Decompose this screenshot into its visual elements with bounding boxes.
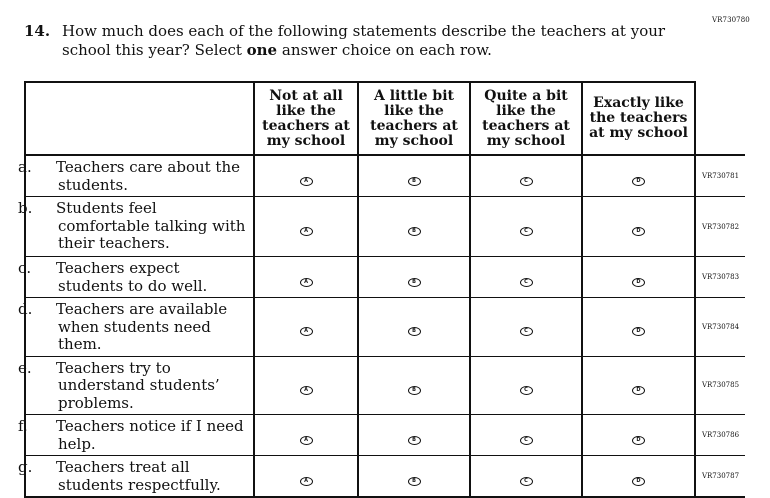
answer-bubble-b[interactable]: B	[408, 477, 421, 486]
answer-bubble-b[interactable]: B	[408, 386, 421, 395]
table-row	[25, 456, 745, 498]
option-cell	[254, 197, 358, 257]
answer-bubble-c[interactable]: C	[520, 386, 533, 395]
answer-bubble-a[interactable]: A	[300, 436, 313, 445]
response-grid	[18, 81, 745, 498]
option-cell	[470, 155, 582, 197]
statement-cell	[18, 257, 254, 298]
table-row	[25, 415, 745, 456]
statement-label: g.	[18, 458, 33, 476]
header-blank	[25, 82, 254, 155]
answer-bubble-c[interactable]: C	[520, 227, 533, 236]
table-row	[25, 155, 745, 197]
answer-bubble-a[interactable]: A	[300, 278, 313, 287]
answer-bubble-c[interactable]: C	[520, 327, 533, 336]
statement-label: d.	[18, 300, 33, 318]
option-cell	[582, 155, 695, 197]
row-code: VR730784	[695, 298, 745, 357]
table-row	[25, 197, 745, 257]
answer-bubble-c[interactable]: C	[520, 436, 533, 445]
question-text-bold: one	[246, 41, 278, 59]
option-cell	[582, 197, 695, 257]
answer-bubble-b[interactable]: B	[408, 327, 421, 336]
statement-text: Students feel comfortable talking with their teachers.	[56, 199, 246, 252]
column-header: Exactly like the teachers at my school	[582, 82, 695, 155]
option-cell	[470, 356, 582, 415]
option-cell	[358, 415, 470, 456]
statement-cell	[18, 298, 254, 357]
row-code: VR730785	[695, 356, 745, 415]
answer-bubble-a[interactable]: A	[300, 227, 313, 236]
answer-bubble-a[interactable]: A	[300, 327, 313, 336]
option-cell	[254, 155, 358, 197]
option-cell	[358, 298, 470, 357]
answer-bubble-d[interactable]: D	[632, 436, 645, 445]
option-cell	[254, 415, 358, 456]
option-cell	[358, 356, 470, 415]
column-header: Not at all like the teachers at my school	[254, 82, 358, 155]
question-code: VR730780	[712, 16, 750, 24]
answer-bubble-c[interactable]: C	[520, 278, 533, 287]
row-code: VR730781	[695, 155, 745, 197]
answer-bubble-b[interactable]: B	[408, 177, 421, 186]
statement-cell	[18, 456, 254, 498]
answer-bubble-b[interactable]: B	[408, 436, 421, 445]
header-row	[25, 82, 745, 155]
option-cell	[254, 456, 358, 498]
answer-bubble-b[interactable]: B	[408, 278, 421, 287]
answer-bubble-a[interactable]: A	[300, 477, 313, 486]
answer-bubble-d[interactable]: D	[632, 177, 645, 186]
question-text-part1: How much does each of the following statements describe the teachers at your school this year? Select	[62, 22, 666, 59]
row-code: VR730786	[695, 415, 745, 456]
statement-cell	[18, 415, 254, 456]
header-code-blank	[695, 82, 745, 155]
option-cell	[470, 257, 582, 298]
answer-bubble-d[interactable]: D	[632, 278, 645, 287]
statement-text: Teachers are available when students need them.	[56, 300, 228, 353]
statement-cell	[18, 197, 254, 257]
row-code: VR730787	[695, 456, 745, 498]
option-cell	[470, 415, 582, 456]
statement-text: Teachers treat all students respectfully.	[56, 458, 221, 494]
table-row	[25, 298, 745, 357]
answer-bubble-a[interactable]: A	[300, 386, 313, 395]
question-text-part2: answer choice on each row.	[277, 41, 492, 59]
statement-label: c.	[18, 259, 32, 277]
option-cell	[358, 456, 470, 498]
option-cell	[582, 356, 695, 415]
statement-label: b.	[18, 199, 33, 217]
option-cell	[470, 197, 582, 257]
statement-text: Teachers notice if I need help.	[56, 417, 244, 453]
option-cell	[470, 456, 582, 498]
option-cell	[358, 257, 470, 298]
option-cell	[582, 415, 695, 456]
answer-bubble-b[interactable]: B	[408, 227, 421, 236]
statement-cell	[18, 155, 254, 197]
answer-bubble-c[interactable]: C	[520, 477, 533, 486]
option-cell	[582, 456, 695, 498]
answer-bubble-d[interactable]: D	[632, 477, 645, 486]
option-cell	[358, 155, 470, 197]
option-cell	[254, 298, 358, 357]
column-header: A little bit like the teachers at my school	[358, 82, 470, 155]
statement-text: Teachers expect students to do well.	[56, 259, 208, 295]
option-cell	[254, 257, 358, 298]
option-cell	[470, 298, 582, 357]
statement-text: Teachers care about the students.	[56, 158, 240, 194]
row-code: VR730783	[695, 257, 745, 298]
row-code: VR730782	[695, 197, 745, 257]
answer-bubble-d[interactable]: D	[632, 227, 645, 236]
table-row	[25, 356, 745, 415]
statement-text: Teachers try to understand students’ problems.	[56, 358, 220, 412]
column-header: Quite a bit like the teachers at my school	[470, 82, 582, 155]
option-cell	[358, 197, 470, 257]
statement-label: e.	[18, 358, 32, 377]
table-row	[25, 257, 745, 298]
option-cell	[582, 257, 695, 298]
question-number: 14.	[24, 22, 51, 40]
answer-bubble-d[interactable]: D	[632, 327, 645, 336]
statement-cell	[18, 356, 254, 415]
answer-bubble-c[interactable]: C	[520, 177, 533, 186]
answer-bubble-d[interactable]: D	[632, 386, 645, 395]
answer-bubble-a[interactable]: A	[300, 177, 313, 186]
option-cell	[254, 356, 358, 415]
statement-label: f.	[18, 417, 28, 435]
statement-label: a.	[18, 158, 32, 176]
question-text	[62, 22, 702, 60]
option-cell	[582, 298, 695, 357]
